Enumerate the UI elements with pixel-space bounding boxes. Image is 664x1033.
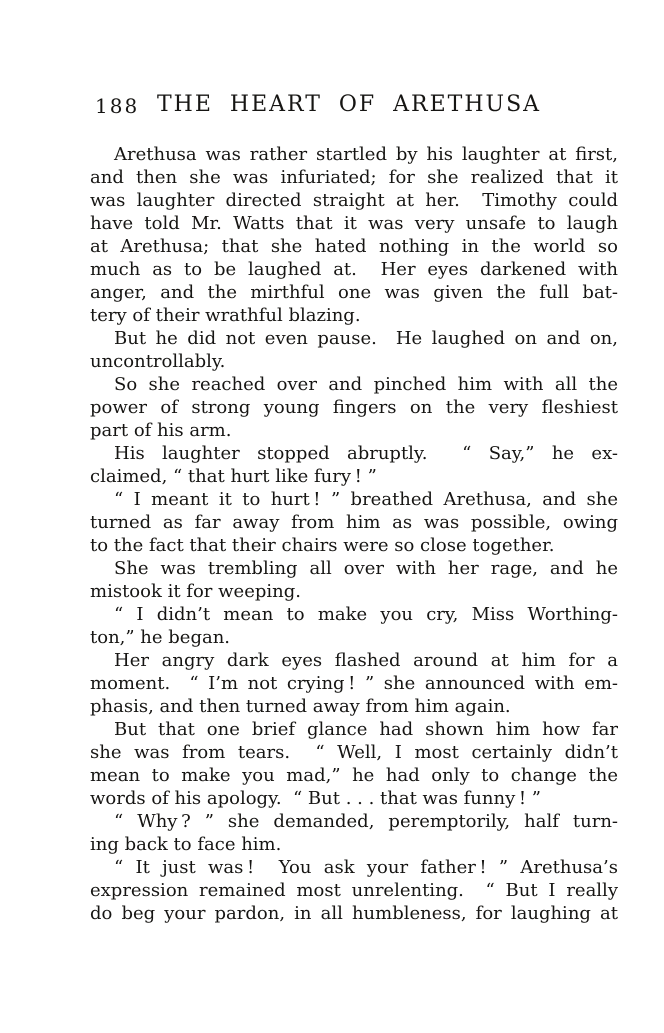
text-line: ing back to face him. [90,834,282,855]
text-line: she was from tears. “ Well, I most certainly didn’t [90,742,618,763]
text-line: Her angry dark eyes flashed around at him for a [114,650,618,671]
text-line: have told Mr. Watts that it was very unsafe to laugh [90,213,618,234]
text-line: do beg your pardon, in all humbleness, for laughing at [90,903,618,924]
text-line: mistook it for weeping. [90,581,301,602]
paragraph [90,373,618,442]
paragraph [90,856,618,925]
text-line: to the fact that their chairs were so close together. [90,535,555,556]
text-line: Arethusa was rather startled by his laughter at first, [114,144,618,165]
text-line: tery of their wrathful blazing. [90,305,361,326]
text-line: She was trembling all over with her rage, and he [114,558,618,579]
text-line: was laughter directed straight at her. Timothy could [90,190,618,211]
text-line: anger, and the mirthful one was given the full bat- [90,282,618,303]
text-line: moment. “ I’m not crying ! ” she announced with em- [90,673,618,694]
text-line: expression remained most unrelenting. “ But I really [90,880,618,901]
text-line: “ I meant it to hurt ! ” breathed Arethusa, and she [114,489,618,510]
text-line: part of his arm. [90,420,232,441]
text-line: power of strong young fingers on the very fleshiest [90,397,618,418]
text-line: “ It just was ! You ask your father ! ” Arethusa’s [114,857,618,878]
text-line: turned as far away from him as was possible, owing [90,512,618,533]
paragraph [90,442,618,488]
running-title: THE HEART OF ARETHUSA [156,92,542,117]
text-line: “ Why ? ” she demanded, peremptorily, half turn- [114,811,618,832]
paragraph [90,143,618,327]
page-body [90,143,618,925]
paragraph [90,327,618,373]
page-number: 188 [95,94,140,118]
text-line: phasis, and then turned away from him again. [90,696,511,717]
paragraph [90,603,618,649]
text-line: at Arethusa; that she hated nothing in the world so [90,236,618,257]
text-line: words of his apology. “ But . . . that was funny ! ” [90,788,542,809]
text-line: ton,” he began. [90,627,231,648]
text-line: His laughter stopped abruptly. “ Say,” he ex- [114,443,618,464]
text-line: mean to make you mad,” he had only to change the [90,765,618,786]
paragraph [90,810,618,856]
text-line: “ I didn’t mean to make you cry, Miss Worthing- [114,604,618,625]
paragraph [90,718,618,810]
text-line: But he did not even pause. He laughed on and on, [114,328,618,349]
paragraph [90,488,618,557]
page-header [90,92,618,120]
text-line: So she reached over and pinched him with all the [114,374,618,395]
paragraph [90,557,618,603]
paragraph [90,649,618,718]
text-line: and then she was infuriated; for she realized that it [90,167,618,188]
text-line: much as to be laughed at. Her eyes darkened with [90,259,618,280]
text-line: But that one brief glance had shown him how far [114,719,618,740]
text-line: uncontrollably. [90,351,226,372]
text-line: claimed, “ that hurt like fury ! ” [90,466,377,487]
